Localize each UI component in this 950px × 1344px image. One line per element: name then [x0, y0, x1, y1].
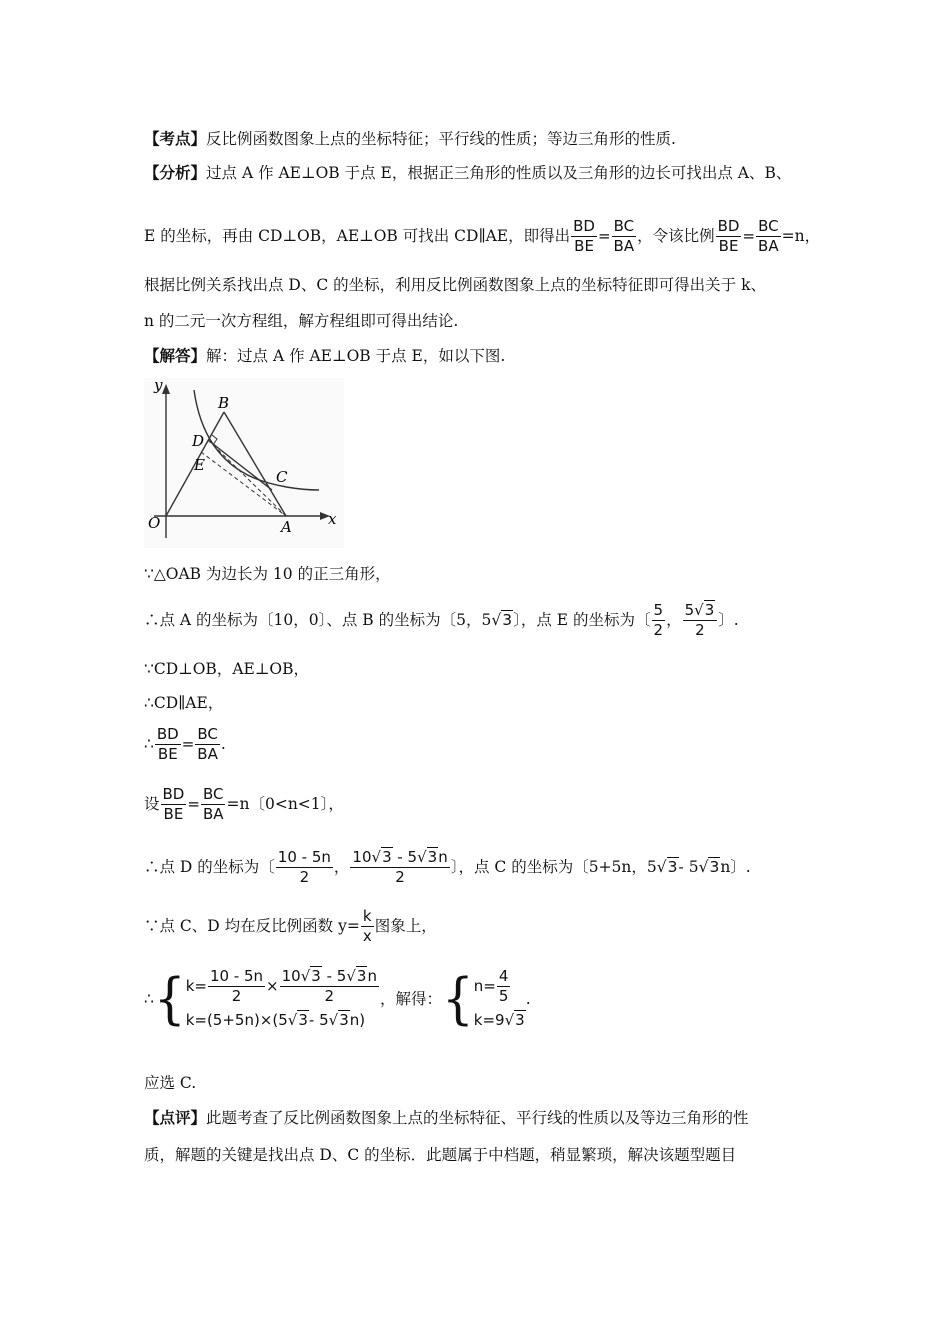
dianping-text-2: 质，解题的关键是找出点 D、C 的坐标．此题属于中档题，稍显繁琐，解决该题型题目 — [144, 1146, 737, 1164]
frac-den: 2 — [395, 867, 405, 886]
frac-bd-be — [571, 218, 597, 255]
sqrt-3: √3 — [300, 966, 321, 985]
label-e: E — [194, 456, 205, 474]
equals-sign: = — [181, 735, 195, 753]
frac-bc-ba — [612, 218, 637, 255]
sqrt-radicand: 3 — [502, 611, 513, 629]
frac-num: 5 — [653, 600, 664, 619]
sys-times: × — [266, 977, 279, 995]
jieda-line — [144, 345, 505, 367]
dy-b: - 5 — [321, 966, 347, 985]
step-7-text-a: ∴点 D 的坐标为〔 — [144, 858, 275, 876]
frac-d-y — [280, 968, 379, 1005]
frac-e-y — [683, 602, 718, 639]
frac-bc-ba — [195, 726, 220, 763]
frac-num: BD — [717, 216, 740, 235]
frac-num: 4 — [498, 966, 509, 985]
sqrt-radicand: 3 — [709, 858, 720, 876]
frac-den: 2 — [653, 620, 664, 639]
fenxi-line-4 — [144, 310, 458, 332]
system-row-2 — [186, 1009, 380, 1031]
label-b: B — [218, 394, 230, 412]
frac-num: BD — [162, 784, 185, 803]
frac-den: BA — [613, 236, 635, 255]
frac-bc-ba — [201, 786, 226, 823]
jieda-text: 解：过点 A 作 AE⊥OB 于点 E，如以下图. — [206, 347, 506, 365]
sqrt-radicand: 3 — [298, 1010, 308, 1029]
frac-n-value — [497, 968, 511, 1005]
label-o: O — [148, 514, 161, 532]
sqrt-radicand: 3 — [356, 966, 367, 985]
step-8-text-a: ∵点 C、D 均在反比例函数 y= — [144, 917, 360, 935]
sqrt-3: √3 — [346, 966, 367, 985]
sqrt-3: √3 — [328, 1010, 349, 1029]
frac-k-x — [361, 908, 374, 945]
sys-k2-b: - 5 — [308, 1010, 329, 1029]
frac-bd-be — [155, 726, 181, 763]
frac-den: BE — [574, 236, 594, 255]
system-row-1 — [186, 968, 380, 1005]
solution-brace: { — [441, 967, 474, 1031]
step-2: ∴点 A 的坐标为〔10，0〕、点 B 的坐标为〔5，5 √3 〕，点 E 的坐标为〔 $\frac{5}{2}$ ， $\frac{5√3}{2}$ 〕. — [144, 600, 739, 639]
frac-num: 10 - 5n — [277, 847, 331, 866]
step-1-text: ∵△OAB 为边长为 10 的正三角形， — [144, 565, 391, 583]
fenxi-line-2 — [144, 214, 820, 258]
dianping-line-2 — [144, 1144, 736, 1166]
frac-num: BD — [156, 724, 179, 743]
label-y: y — [154, 378, 163, 394]
step-6 — [144, 782, 344, 826]
frac-num-coef: 5 — [684, 600, 695, 619]
step-3 — [144, 658, 309, 680]
frac-den: 2 — [324, 986, 335, 1005]
frac-den: 2 — [231, 986, 242, 1005]
frac-den: BA — [197, 744, 218, 763]
sys-k2-c: n) — [349, 1010, 366, 1029]
frac-den: 5 — [498, 986, 509, 1005]
solution-system — [474, 968, 526, 1031]
frac-den: BA — [758, 236, 779, 255]
sqrt-3: √3 — [287, 1010, 308, 1029]
frac-den: BE — [157, 744, 178, 763]
fenxi-text-4: n 的二元一次方程组，解方程组即可得出结论. — [144, 312, 459, 330]
sqrt-3: √3 — [656, 858, 678, 876]
fenxi-text-2a: E 的坐标，再由 CD⊥OB，AE⊥OB 可找出 CD∥AE，即得出 — [144, 227, 571, 245]
figure-background — [144, 378, 344, 548]
frac-num: BC — [758, 216, 779, 235]
dy-b: - 5 — [392, 847, 418, 866]
kaodian-line — [144, 128, 676, 150]
fenxi-line-3 — [144, 274, 766, 296]
frac-bc-ba — [756, 218, 781, 255]
frac-num: 10 - 5n — [209, 966, 264, 985]
sqrt-radicand: 3 — [339, 1010, 349, 1029]
sys-k1: k= — [185, 977, 207, 995]
system-brace: { — [153, 967, 186, 1031]
frac-d-x — [208, 968, 265, 1005]
fenxi-text-3: 根据比例关系找出点 D、C 的坐标，利用反比例函数图象上点的坐标特征即可得出关于 k、 — [144, 276, 766, 294]
label-a: A — [281, 518, 292, 536]
frac-d-x — [276, 849, 333, 886]
step-7-text-c: n〕. — [720, 858, 751, 876]
frac-num — [280, 968, 379, 987]
frac-den: 2 — [695, 620, 705, 639]
fenxi-tag: 【分析】 — [144, 163, 207, 182]
sqrt-3: √3 — [371, 847, 392, 866]
frac-den: BE — [163, 804, 184, 823]
fenxi-line-1 — [144, 162, 791, 184]
frac-den: x — [362, 926, 372, 945]
frac-num: BC — [613, 216, 635, 235]
fenxi-text-2b: ，令该比例 — [637, 227, 715, 245]
step-9-text-c: . — [525, 990, 531, 1008]
frac-num: k — [362, 906, 372, 925]
frac-num — [683, 602, 718, 621]
jieda-tag: 【解答】 — [144, 346, 207, 365]
sqrt-3: √3 — [694, 600, 715, 619]
cy-mid: - 5 — [678, 858, 699, 876]
frac-bd-be — [716, 218, 742, 255]
kaodian-text: 反比例函数图象上点的坐标特征；平行线的性质；等边三角形的性质. — [206, 130, 676, 148]
dy-a: 10 — [352, 847, 372, 866]
step-3-text: ∵CD⊥OB，AE⊥OB， — [144, 660, 310, 678]
frac-num: BD — [573, 216, 595, 235]
dianping-line-1 — [144, 1107, 749, 1129]
step-9 — [144, 958, 531, 1040]
step-9-text-b: ，解得： — [379, 990, 442, 1008]
step-8-text-b: 图象上， — [374, 917, 437, 935]
step-2-text-b: 〕，点 E 的坐标为〔 — [513, 611, 651, 629]
label-x: x — [328, 510, 337, 528]
sol-k: k=9 — [473, 1010, 505, 1029]
step-5 — [144, 722, 226, 766]
step-6-text-a: 设 — [144, 795, 160, 813]
dy-a: 10 — [281, 966, 301, 985]
step-10 — [144, 1072, 196, 1094]
kaodian-tag: 【考点】 — [144, 129, 207, 148]
sqrt-radicand: 3 — [427, 847, 438, 866]
step-5-text-b: . — [220, 735, 226, 753]
equals-sign: = — [742, 227, 756, 245]
frac-num: BC — [202, 784, 224, 803]
fenxi-text-1: 过点 A 作 AE⊥OB 于点 E，根据正三角形的性质以及三角形的边长可找出点 A、B、 — [206, 164, 792, 182]
step-9-text-a: ∴ — [144, 990, 154, 1008]
step-4-text: ∴CD∥AE， — [144, 694, 224, 712]
dy-c: n — [367, 966, 377, 985]
sqrt-3: √3 — [698, 858, 720, 876]
step-7-text-b: 〕，点 C 的坐标为〔5+5n，5 — [450, 858, 657, 876]
frac-den: BE — [718, 236, 739, 255]
step-10-text: 应选 C. — [144, 1074, 197, 1092]
sqrt-radicand: 3 — [382, 847, 392, 866]
step-1 — [144, 563, 391, 585]
solution-row-n — [474, 968, 526, 1005]
sqrt-radicand: 3 — [311, 966, 321, 985]
sqrt-radicand: 3 — [515, 1010, 525, 1029]
frac-d-y — [350, 849, 449, 886]
sqrt-3: √3 — [417, 847, 438, 866]
sqrt-radicand: 3 — [667, 858, 678, 876]
dianping-text-1: 此题考查了反比例函数图象上点的坐标特征、平行线的性质以及等边三角形的性 — [206, 1109, 749, 1127]
frac-den: 2 — [299, 867, 310, 886]
label-d: D — [192, 432, 205, 450]
step-2-text-a: ∴点 A 的坐标为〔10，0〕、点 B 的坐标为〔5，5 — [144, 611, 492, 629]
frac-den: BA — [202, 804, 224, 823]
label-c: C — [276, 468, 288, 486]
step-4 — [144, 692, 223, 714]
step-6-text-b: =n〔0<n<1〕， — [226, 795, 344, 813]
equation-system — [186, 968, 380, 1031]
frac-e-x — [652, 602, 666, 639]
fenxi-text-2c: =n， — [781, 227, 821, 245]
sqrt-radicand: 3 — [704, 600, 715, 619]
sqrt-3: √3 — [504, 1010, 525, 1029]
frac-bd-be — [161, 786, 187, 823]
equals-sign: = — [187, 795, 200, 813]
dianping-tag: 【点评】 — [144, 1108, 207, 1127]
frac-num — [350, 849, 449, 868]
step-2-text-c: 〕. — [718, 611, 739, 629]
geometry-figure — [144, 378, 344, 548]
equals-sign: = — [597, 227, 611, 245]
frac-num: BC — [197, 724, 218, 743]
solution-row-k — [474, 1009, 526, 1031]
step-8 — [144, 904, 437, 948]
sqrt-3: √3 — [491, 611, 513, 629]
step-7: ∴点 D 的坐标为〔 $\frac{10 - 5n}{2}$ ， $\frac{10√3 - 5√3n}{2}$ 〕，点 C 的坐标为〔5+5n，5 √3 - 5 √3 n〕. — [144, 847, 751, 886]
sol-n: n= — [473, 977, 496, 995]
sys-k2-a: k=(5+5n)×(5 — [185, 1010, 288, 1029]
step-5-text-a: ∴ — [144, 735, 154, 753]
dy-c: n — [438, 847, 448, 866]
